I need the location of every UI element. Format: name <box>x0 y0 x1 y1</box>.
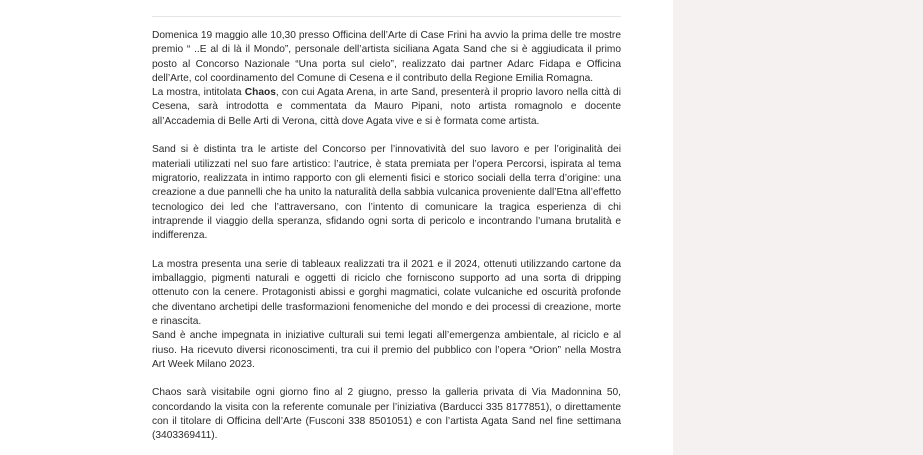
paragraph-works: La mostra presenta una serie di tableaux realizzati tra il 2021 e il 2024, ottenuti utilizzando cartone da imballaggio, pigmenti naturali e oggetti di riciclo che forniscono supporto ad una sorta di dripping ottenuto con la cenere. Protagonisti abissi e gorghi magmatici, colate vulcaniche ed oscurità profonde che diventano archetipi delle trasformazioni fenomeniche del mondo e dei processi di creazione, morte e rinascita. <box>152 258 621 327</box>
exhibition-title: Chaos <box>244 87 276 99</box>
paragraph-award: Sand si è distinta tra le artiste del Concorso per l’innovatività del suo lavoro e per l’originalità dei materiali utilizzati nel suo fare artistico: l’autrice, è stata premiata per l’opera Percorsi, ispirata al tema migratorio, realizzata in intimo rapporto con gli elementi fisici e storico sociali della terra d’origine: una creazione a due pannelli che ha unito la naturalità della sabbia vulcanica proveniente dall’Etna all’effetto tecnologico dei led che l’attraversano, con l’intento di comunicare la tragica esperienza di chi intraprende il viaggio della speranza, sfidando ogni sorta di pericolo e incontrando l’umana brutalità e indifferenza. <box>152 144 621 242</box>
paragraph-engagement: Sand è anche impegnata in iniziative culturali sui temi legati all’emergenza ambientale, al riciclo e al riuso. Ha ricevuto diversi riconoscimenti, tra cui il premio del pubblico con l’opera “Orion” nella Mostra Art Week Milano 2023. <box>152 330 621 370</box>
article-body <box>152 0 621 444</box>
paragraph-gap <box>152 243 621 257</box>
right-sidebar <box>673 0 923 455</box>
paragraph-gap <box>152 372 621 386</box>
paragraph-gap <box>152 129 621 143</box>
paragraph-opening: Domenica 19 maggio alle 10,30 presso Officina dell’Arte di Case Frini ha avvio la prima delle tre mostre premio “ ..E al di là il Mondo”, personale dell’artista siciliana Agata Sand che si è aggiudicata il primo posto al Concorso Nazionale “Una porta sul cielo”, realizzato dai partner Adarc Fidapa e Officina dell’Arte, col coordinamento del Comune di Cesena e il contributo della Regione Emilia Romagna. <box>152 30 621 84</box>
paragraph-title <box>152 86 621 129</box>
paragraph-title-lead: La mostra, intitolata <box>152 87 245 99</box>
top-divider <box>152 16 621 17</box>
paragraph-title-rest: , con cui Agata Arena, in arte Sand, presenterà il proprio lavoro nella città di Cesena, sarà introdotta e commentata da Mauro Pipani, noto artista romagnolo e docente all’Accademia di Belle Arti di Verona, città dove Agata vive e si è formata come artista. <box>152 87 621 127</box>
paragraph-visit-info: Chaos sarà visitabile ogni giorno fino al 2 giugno, presso la galleria privata di Via Madonnina 50, concordando la visita con la referente comunale per l’iniziativa (Barducci 335 8177851), o direttamente con il titolare di Officina dell’Arte (Fusconi 338 8501051) e con l’artista Agata Sand nel fine settimana (3403369411). <box>152 387 621 442</box>
